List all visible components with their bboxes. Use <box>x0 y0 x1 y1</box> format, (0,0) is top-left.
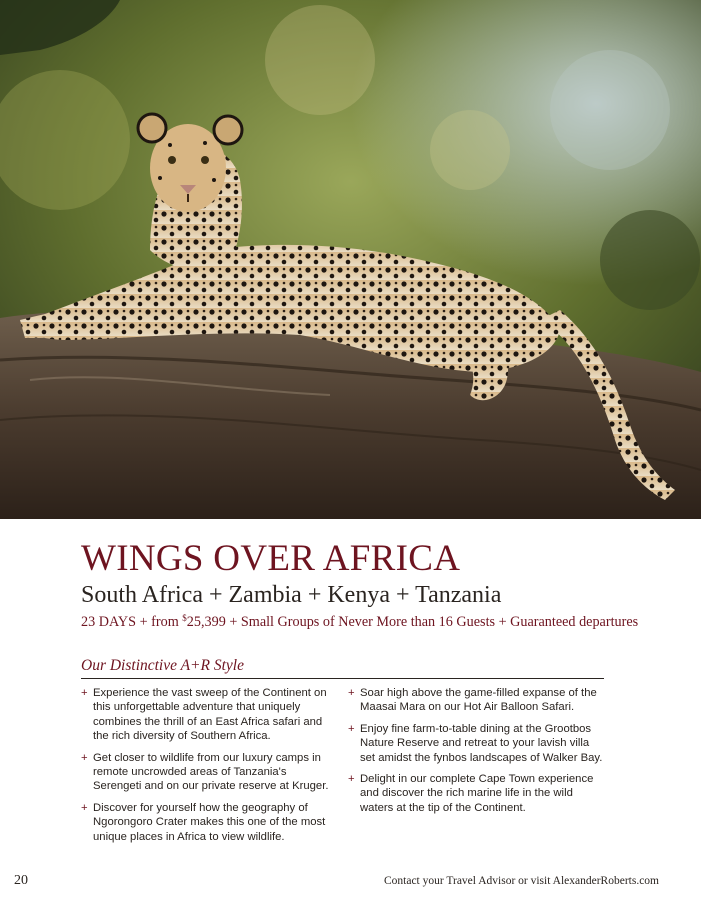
footer-contact: Contact your Travel Advisor or visit AlexanderRoberts.com <box>383 875 659 887</box>
currency-symbol: $ <box>182 613 187 623</box>
list-item <box>348 686 606 715</box>
section-heading: Our Distinctive A+R Style <box>81 657 604 679</box>
list-item <box>81 751 336 794</box>
trip-days: 23 DAYS + from <box>81 614 183 630</box>
list-item <box>81 801 336 844</box>
list-item-text: Enjoy fine farm-to-table dining at the Grootbos Nature Reserve and retreat to your lavish villa set amidst the fynbos landscapes of Walker Bay. <box>360 722 603 764</box>
list-item-text: Get closer to wildlife from our luxury camps in remote uncrowded areas of Tanzania's Serengeti and on our private reserve at Kruger. <box>93 751 329 793</box>
list-item <box>348 772 606 815</box>
bullet-plus: + <box>81 687 88 699</box>
list-item <box>81 686 336 744</box>
bullet-plus: + <box>348 687 355 699</box>
bullet-plus: + <box>81 801 88 814</box>
page-title: WINGS OVER AFRICA <box>81 538 461 579</box>
list-item-text: Soar high above the game-filled expanse of the Maasai Mara on our Hot Air Balloon Safari. <box>360 687 597 714</box>
list-item-text: Discover for yourself how the geography of Ngorongoro Crater makes this one of the most unique places in Africa to view wildlife. <box>93 801 326 843</box>
trip-price: 25,399 <box>186 614 226 630</box>
bullet-column-right <box>348 686 606 822</box>
list-item <box>348 722 606 765</box>
destinations-subtitle: South Africa + Zambia + Kenya + Tanzania <box>81 582 502 608</box>
bullet-plus: + <box>348 773 355 786</box>
list-item-text: Experience the vast sweep of the Continent on this unforgettable adventure that uniquely combines the thrill of an East Africa safari and the rich diversity of Southern Africa. <box>93 687 327 743</box>
bullet-plus: + <box>81 751 88 764</box>
trip-summary <box>81 614 638 631</box>
bullet-column-left <box>81 686 336 851</box>
list-item-text: Delight in our complete Cape Town experience and discover the rich marine life in the wild waters at the tip of the Continent. <box>360 773 594 814</box>
bullet-plus: + <box>348 722 355 735</box>
trip-details: + Small Groups of Never More than 16 Guests + Guaranteed departures <box>225 614 639 630</box>
page-number: 20 <box>14 873 28 888</box>
